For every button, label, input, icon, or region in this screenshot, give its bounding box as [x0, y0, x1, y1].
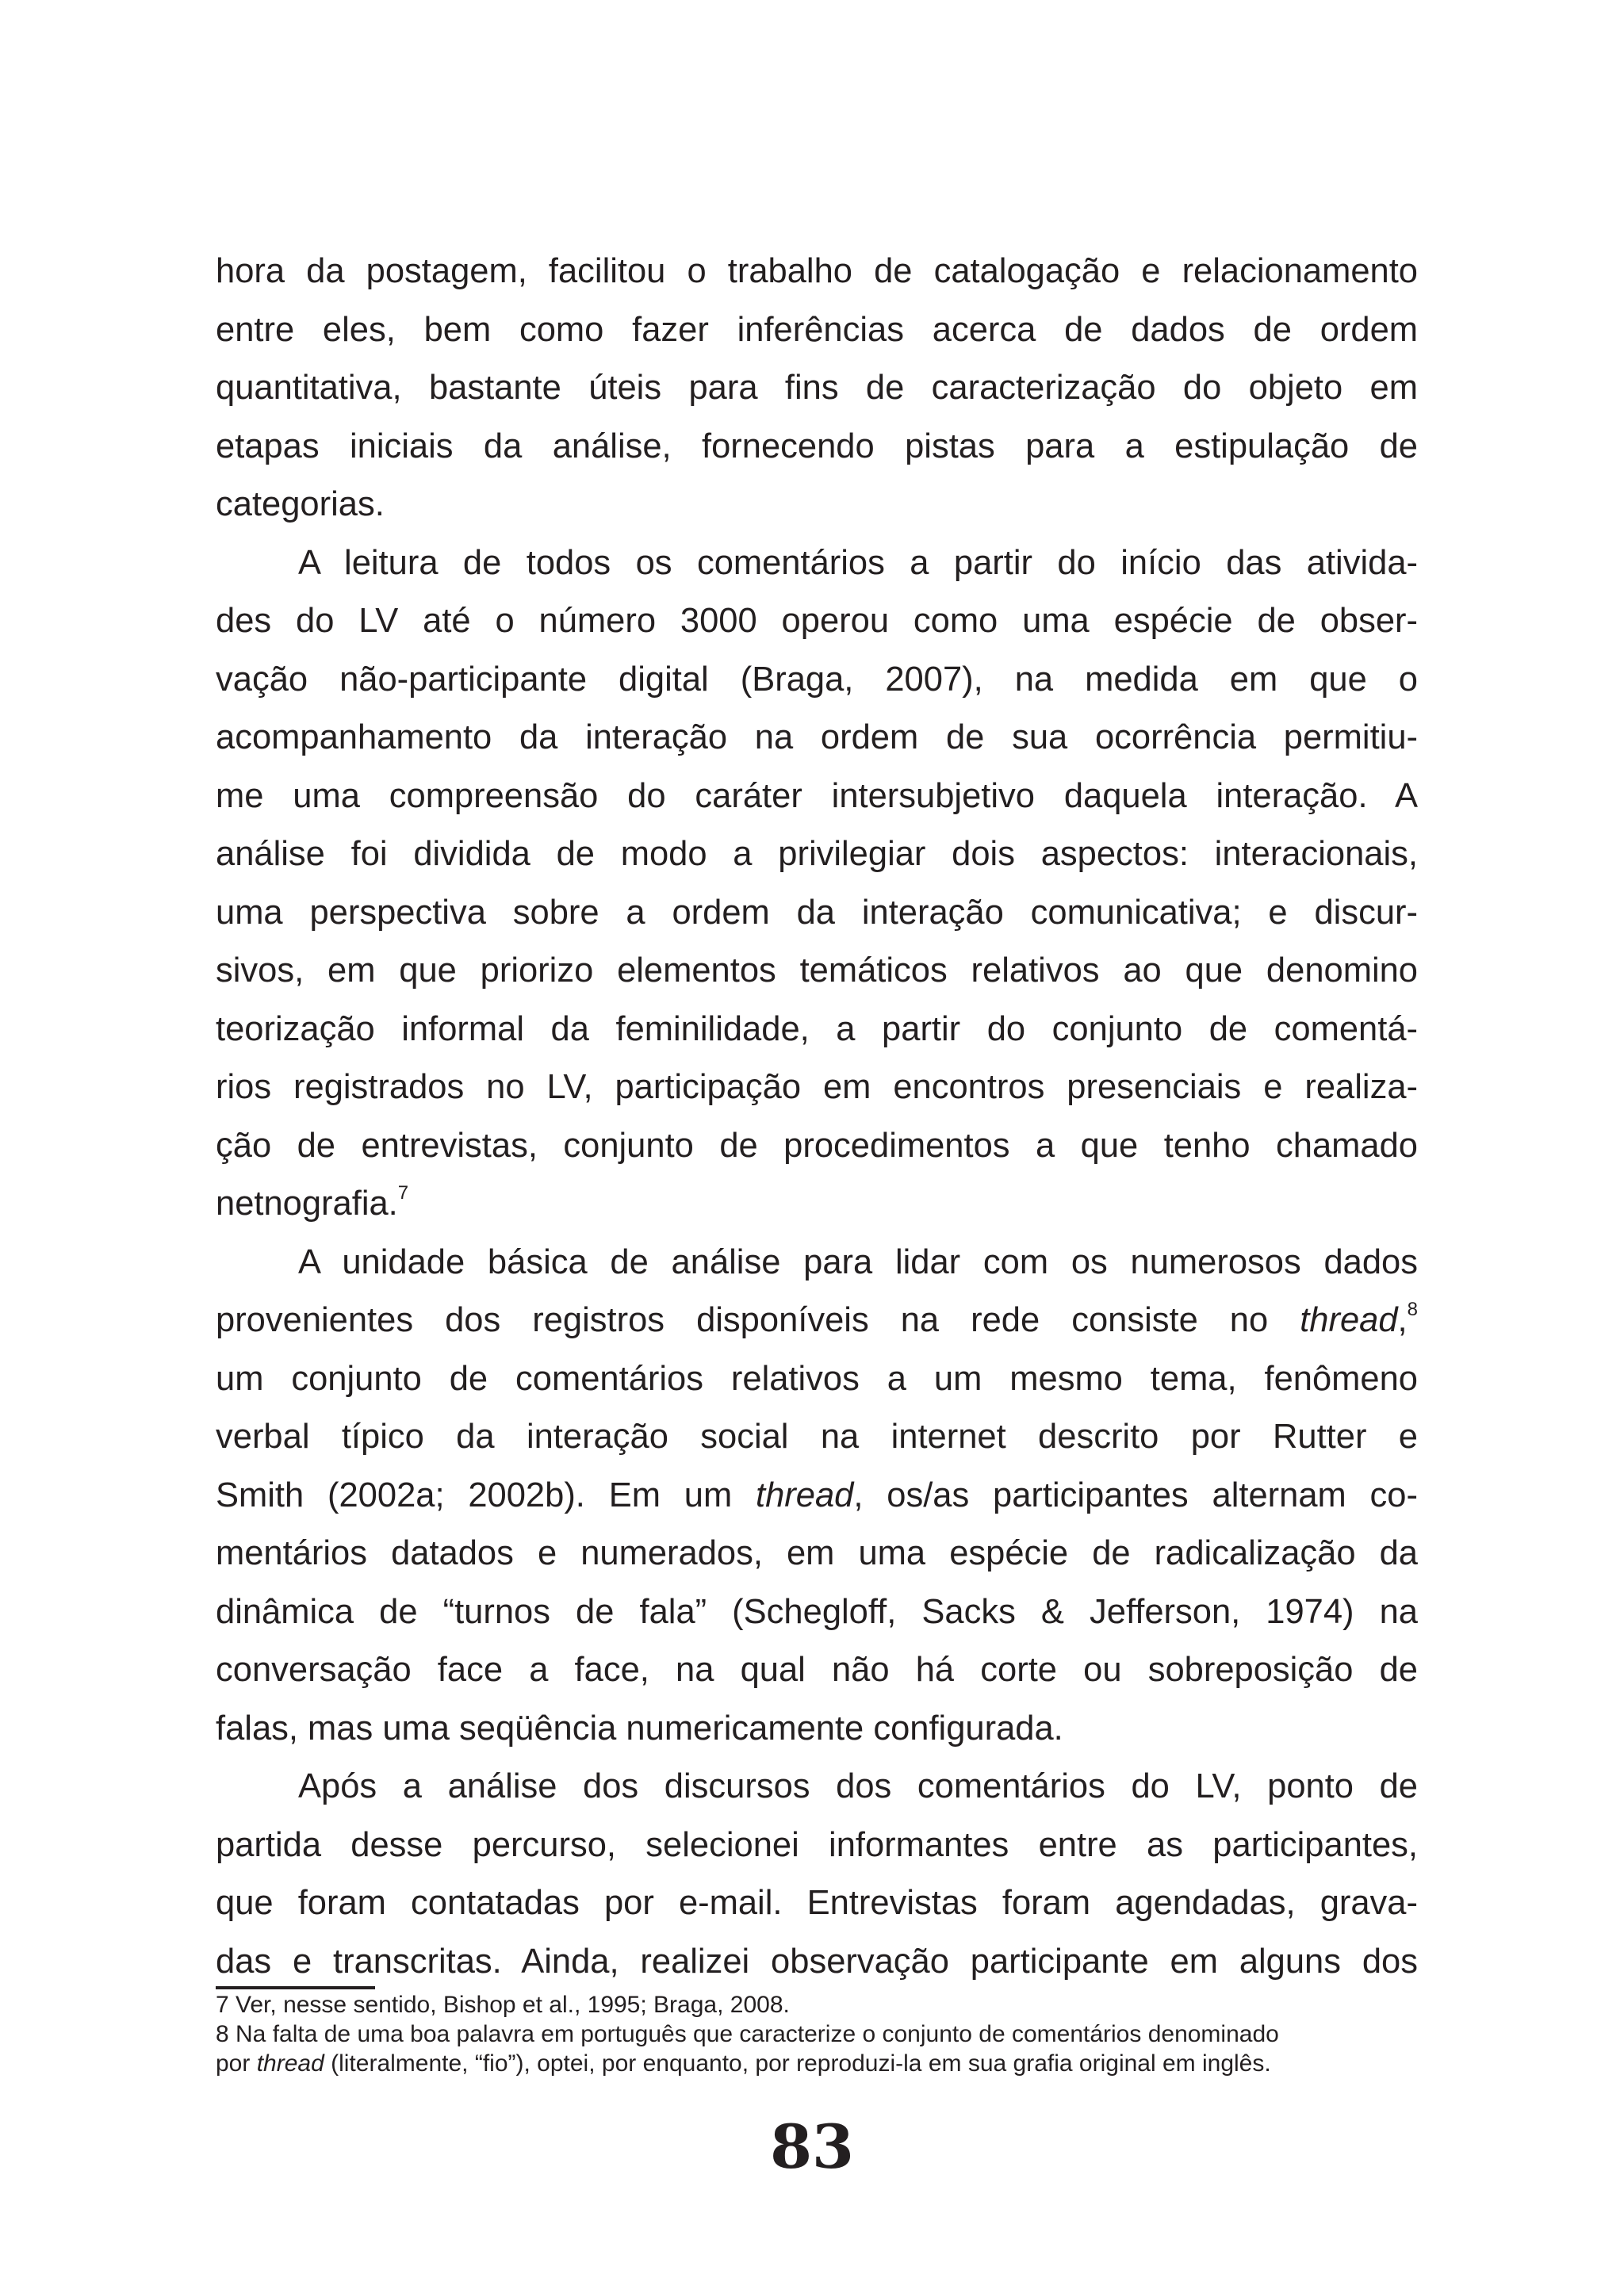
text-line: falas, mas uma seqüência numericamente configurada.	[216, 1709, 1063, 1748]
text-line: categorias.	[216, 485, 385, 523]
text-line: me uma compreensão do caráter intersubjetivo daquela interação. A	[216, 776, 1418, 815]
footnote-reference[interactable]: 8	[1407, 1299, 1418, 1320]
text-line: etapas iniciais da análise, fornecendo pistas para a estipulação de	[216, 427, 1418, 465]
text-fragment: (literalmente, “fio”), optei, por enquanto, por reproduzi-la em sua grafia original em inglês.	[324, 2050, 1271, 2077]
text-fragment: provenientes dos registros disponíveis na rede consiste no	[216, 1301, 1300, 1339]
text-line: entre eles, bem como fazer inferências acerca de dados de ordem	[216, 310, 1418, 349]
text-fragment: Smith (2002a; 2002b). Em um	[216, 1476, 756, 1514]
text-line: sivos, em que priorizo elementos temáticos relativos ao que denomino	[216, 951, 1418, 990]
footnotes	[216, 1990, 1418, 2078]
page-number: 83	[770, 2111, 854, 2182]
footnote-8-continuation	[216, 2049, 1418, 2078]
footnote-reference[interactable]: 7	[397, 1182, 409, 1204]
text-line: vação não-participante digital (Braga, 2007), na medida em que o	[216, 660, 1418, 699]
text-line: que foram contatadas por e-mail. Entrevistas foram agendadas, grava-	[216, 1884, 1418, 1922]
text-line: des do LV até o número 3000 operou como uma espécie de obser-	[216, 602, 1418, 640]
italic-term: thread	[256, 2050, 324, 2077]
body-text	[216, 243, 1418, 1991]
text-line: A unidade básica de análise para lidar com os numerosos dados	[298, 1242, 1418, 1281]
text-line: partida desse percurso, selecionei informantes entre as participantes,	[216, 1825, 1418, 1864]
text-line: um conjunto de comentários relativos a um mesmo tema, fenômeno	[216, 1359, 1418, 1398]
text-fragment: ,	[1397, 1301, 1408, 1339]
text-line: Após a análise dos discursos dos comentários do LV, ponto de	[298, 1767, 1418, 1805]
text-line: A leitura de todos os comentários a partir do início das ativida-	[298, 543, 1418, 582]
paragraph	[216, 243, 1418, 534]
text-line: conversação face a face, na qual não há corte ou sobreposição de	[216, 1651, 1418, 1689]
italic-term: thread	[756, 1476, 854, 1514]
paragraph	[216, 1234, 1418, 1759]
text-line: acompanhamento da interação na ordem de sua ocorrência permitiu-	[216, 718, 1418, 756]
text-fragment: , os/as participantes alternam co-	[853, 1476, 1418, 1514]
text-line	[216, 1467, 1418, 1526]
text-fragment: netnografia.	[216, 1185, 398, 1223]
text-fragment: por	[216, 2050, 257, 2077]
text-line: hora da postagem, facilitou o trabalho de catalogação e relacionamento	[216, 252, 1418, 290]
text-line: análise foi dividida de modo a privilegiar dois aspectos: interacionais,	[216, 835, 1418, 873]
text-line: mentários datados e numerados, em uma espécie de radicalização da	[216, 1534, 1418, 1572]
text-line: rios registrados no LV, participação em encontros presenciais e realiza-	[216, 1068, 1418, 1106]
text-line: quantitativa, bastante úteis para fins de caracterização do objeto em	[216, 369, 1418, 407]
footnote-8: 8 Na falta de uma boa palavra em português que caracterize o conjunto de comentários denominado	[216, 2021, 1279, 2047]
footnote-separator	[216, 1986, 375, 1989]
text-line	[216, 1175, 1418, 1234]
footnote-7: 7 Ver, nesse sentido, Bishop et al., 1995; Braga, 2008.	[216, 1992, 790, 2018]
paragraph	[216, 534, 1418, 1234]
text-line: dinâmica de “turnos de fala” (Schegloff, Sacks & Jefferson, 1974) na	[216, 1592, 1418, 1631]
text-line: uma perspectiva sobre a ordem da interação comunicativa; e discur-	[216, 893, 1418, 932]
text-line: teorização informal da feminilidade, a partir do conjunto de comentá-	[216, 1009, 1418, 1048]
italic-term: thread	[1300, 1301, 1398, 1339]
text-line: das e transcritas. Ainda, realizei observação participante em alguns dos	[216, 1942, 1418, 1981]
text-line: verbal típico da interação social na internet descrito por Rutter e	[216, 1418, 1418, 1456]
paragraph	[216, 1758, 1418, 1991]
text-line	[216, 1292, 1418, 1350]
text-line: ção de entrevistas, conjunto de procedimentos a que tenho chamado	[216, 1126, 1418, 1165]
